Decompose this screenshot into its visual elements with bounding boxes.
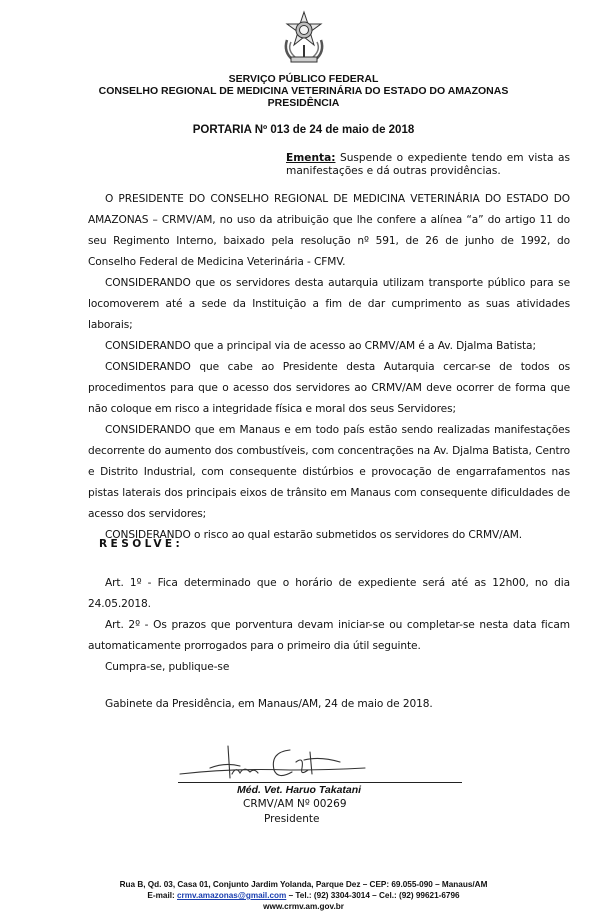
signatory-registry: CRMV/AM Nº 00269 [243, 798, 347, 810]
ementa-text: Suspende o expediente tendo em vista as manifestações e dá outras providências. [286, 152, 570, 177]
footer-email-link[interactable]: crmv.amazonas@gmail.com [177, 891, 287, 900]
signature-line [178, 782, 462, 783]
signatory-name: Méd. Vet. Haruo Takatani [237, 784, 362, 796]
paragraph-considerando-president: CONSIDERANDO que cabe ao Presidente desta Autarquia cercar-se de todos os procedimentos para que o acesso dos servidores ao CRMV/AM deve ocorrer de forma que não coloque em risco a integridade física e moral dos seus Servidores; [88, 361, 570, 415]
paragraph-considerando-access: CONSIDERANDO que a principal via de acesso ao CRMV/AM é a Av. Djalma Batista; [105, 340, 536, 352]
footer-address: Rua B, Qd. 03, Casa 01, Conjunto Jardim Yolanda, Parque Dez – CEP: 69.055-090 – Manaus/AM [119, 880, 488, 889]
footer-phones: – Tel.: (92) 3304-3014 – Cel.: (92) 99621-6796 [286, 891, 460, 900]
articles-body [88, 573, 570, 678]
closing-line: Gabinete da Presidência, em Manaus/AM, 24 de maio de 2018. [105, 698, 433, 710]
footer-website[interactable]: www.crmv.am.gov.br [263, 902, 344, 911]
article-2: Art. 2º - Os prazos que porventura devam iniciar-se ou completar-se nesta data ficam automaticamente prorrogados para o primeiro dia útil seguinte. [88, 619, 570, 652]
footer-email-label: E-mail: [147, 891, 177, 900]
document-title: PORTARIA Nº 013 de 24 de maio de 2018 [192, 124, 415, 136]
header-line-council: CONSELHO REGIONAL DE MEDICINA VETERINÁRIA DO ESTADO DO AMAZONAS [98, 85, 509, 97]
header-line-presidency: PRESIDÊNCIA [267, 97, 340, 109]
footer-contacts [0, 890, 607, 901]
header-line-service: SERVIÇO PÚBLICO FEDERAL [228, 73, 379, 85]
paragraph-preamble: O PRESIDENTE DO CONSELHO REGIONAL DE MEDICINA VETERINÁRIA DO ESTADO DO AMAZONAS – CRMV/AM, no uso da atribuição que lhe confere a alínea “a” do artigo 11 do seu Regimento Interno, baixado pela resolução nº 591, de 26 de junho de 1992, do Conselho Federal de Medicina Veterinária - CFMV. [88, 193, 570, 268]
preamble-body [88, 189, 570, 546]
ementa-label: Ementa: [286, 152, 336, 164]
signatory-role: Presidente [264, 813, 320, 825]
resolve-heading: RESOLVE: [99, 538, 184, 550]
paragraph-considerando-risk: CONSIDERANDO o risco ao qual estarão submetidos os servidores do CRMV/AM. [105, 529, 523, 541]
paragraph-considerando-protests: CONSIDERANDO que em Manaus e em todo país estão sendo realizadas manifestações decorrente do aumento dos combustíveis, com concentrações na Av. Djalma Batista, Centro e Distrito Industrial, com consequente distúrbios e provocação de engarrafamentos nas pistas laterais dos principais eixos de trânsito em Manaus com consequente dificuldades de acesso dos servidores; [88, 424, 570, 520]
coat-of-arms-emblem [279, 10, 329, 66]
article-1: Art. 1º - Fica determinado que o horário de expediente será até as 12h00, no dia 24.05.2018. [88, 577, 570, 610]
publish-clause: Cumpra-se, publique-se [105, 661, 230, 673]
paragraph-considerando-transport: CONSIDERANDO que os servidores desta autarquia utilizam transporte público para se locomoverem até a sede da Instituição a fim de dar cumprimento as suas atividades laborais; [88, 277, 570, 331]
ementa-block [286, 152, 570, 178]
